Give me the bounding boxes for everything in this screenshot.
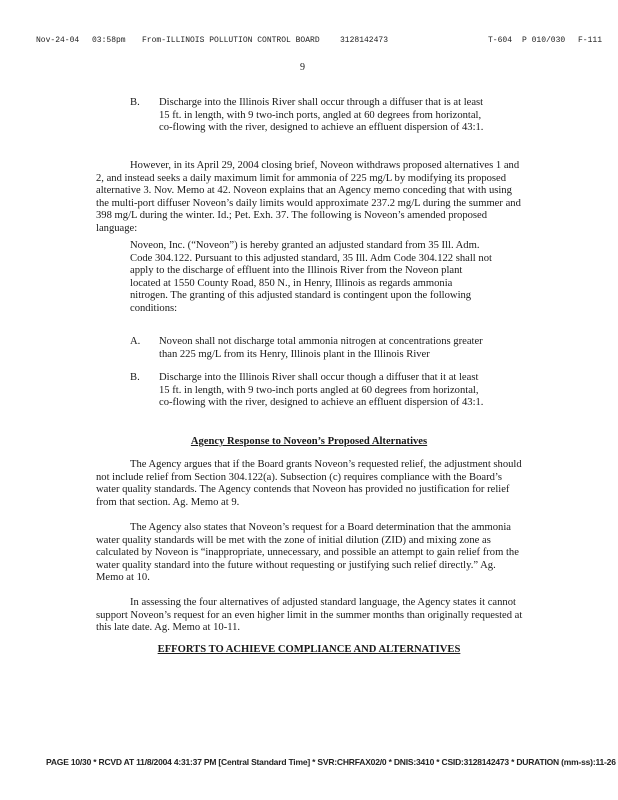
item-b-top-label: B. [130,97,140,108]
item-b-bottom-label: B. [130,372,140,383]
item-a-text: Noveon shall not discharge total ammonia nitrogen at concentrations greater than 225 mg/L from its Henry, Illinois plant in the Illinois River [159,336,483,360]
fax-header [0,36,618,48]
paragraph-4-text: In assessing the four alternatives of adjusted standard language, the Agency states it cannot support Noveon’s request for an even higher limit in the summer months than originally requested at this late date. Ag. Memo at 10-11. [96,597,523,634]
fax-time: 03:58pm [92,36,126,45]
fax-t-code: T-604 [488,36,513,45]
paragraph-2 [96,459,526,509]
fax-f-code: F-111 [578,36,603,45]
fax-phone: 3128142473 [340,36,389,45]
section-heading-efforts: EFFORTS TO ACHIEVE COMPLIANCE AND ALTERNATIVES [157,644,461,655]
paragraph-3 [96,522,526,585]
fax-from: From-ILLINOIS POLLUTION CONTROL BOARD [142,36,320,45]
item-b-top-text: Discharge into the Illinois River shall occur through a diffuser that is at least 15 ft. in length, with 9 two-inch ports, angled at 60 degrees from horizontal, co-flowing with the river, designed to achieve an effluent dispersion of 43:1. [159,97,484,134]
page-number: 9 [300,62,305,73]
item-a-label: A. [130,336,141,347]
fax-page: P 010/030 [522,36,566,45]
paragraph-1-text: However, in its April 29, 2004 closing brief, Noveon withdraws proposed alternatives 1 and 2, and instead seeks a daily maximum limit for ammonia of 225 mg/L by modifying its proposed alternative 3. Nov. Memo at 42. Noveon explains that an Agency memo conceding that with using the multi-port diffuser Noveon’s daily limits would approximate 237.2 mg/L during the summer and 398 mg/L during the winter. Id.; Pet. Exh. 37. The following is Noveon’s amended proposed language: [96,160,521,234]
section-heading-agency-response: Agency Response to Noveon’s Proposed Alternatives [190,436,428,447]
fax-date: Nov-24-04 [36,36,80,45]
quote-intro: Noveon, Inc. (“Noveon”) is hereby granted an adjusted standard from 35 Ill. Adm. Code 304.122. Pursuant to this adjusted standard, 35 Ill. Adm Code 304.122 shall not apply to the discharge of effluent into the Illinois River from the Noveon plant located at 1550 County Road, 850 N., in Henry, Illinois as regards ammonia nitrogen. The granting of this adjusted standard is contingent upon the following conditions: [130,240,492,314]
fax-footer: PAGE 10/30 * RCVD AT 11/8/2004 4:31:37 PM [Central Standard Time] * SVR:CHRFAX02/0 * DNIS:3410 * CSID:3128142473 * DURATION (mm-ss):11-26 [46,757,616,767]
paragraph-3-text: The Agency also states that Noveon’s request for a Board determination that the ammonia water quality standards will be met with the zone of initial dilution (ZID) and mixing zone as calculated by Noveon is “inappropriate, unnecessary, and possible an attempt to gain relief from the water quality standard into the future without requesting or justifying such relief directly.” Ag. Memo at 10. [96,522,519,584]
paragraph-1 [96,160,526,236]
paragraph-4 [96,597,526,635]
item-b-bottom-text: Discharge into the Illinois River shall occur though a diffuser that it at least 15 ft. in length, with 9 two-inch ports angled at 60 degrees from horizontal, co-flowing with the river, designed to achieve an effluent dispersion of 43:1. [159,372,484,409]
paragraph-2-text: The Agency argues that if the Board grants Noveon’s requested relief, the adjustment should not include relief from Section 304.122(a). Subsection (c) requires compliance with the Board’s water quality standards. The Agency contends that Noveon has provided no justification for relief from that section. Ag. Memo at 9. [96,459,522,508]
